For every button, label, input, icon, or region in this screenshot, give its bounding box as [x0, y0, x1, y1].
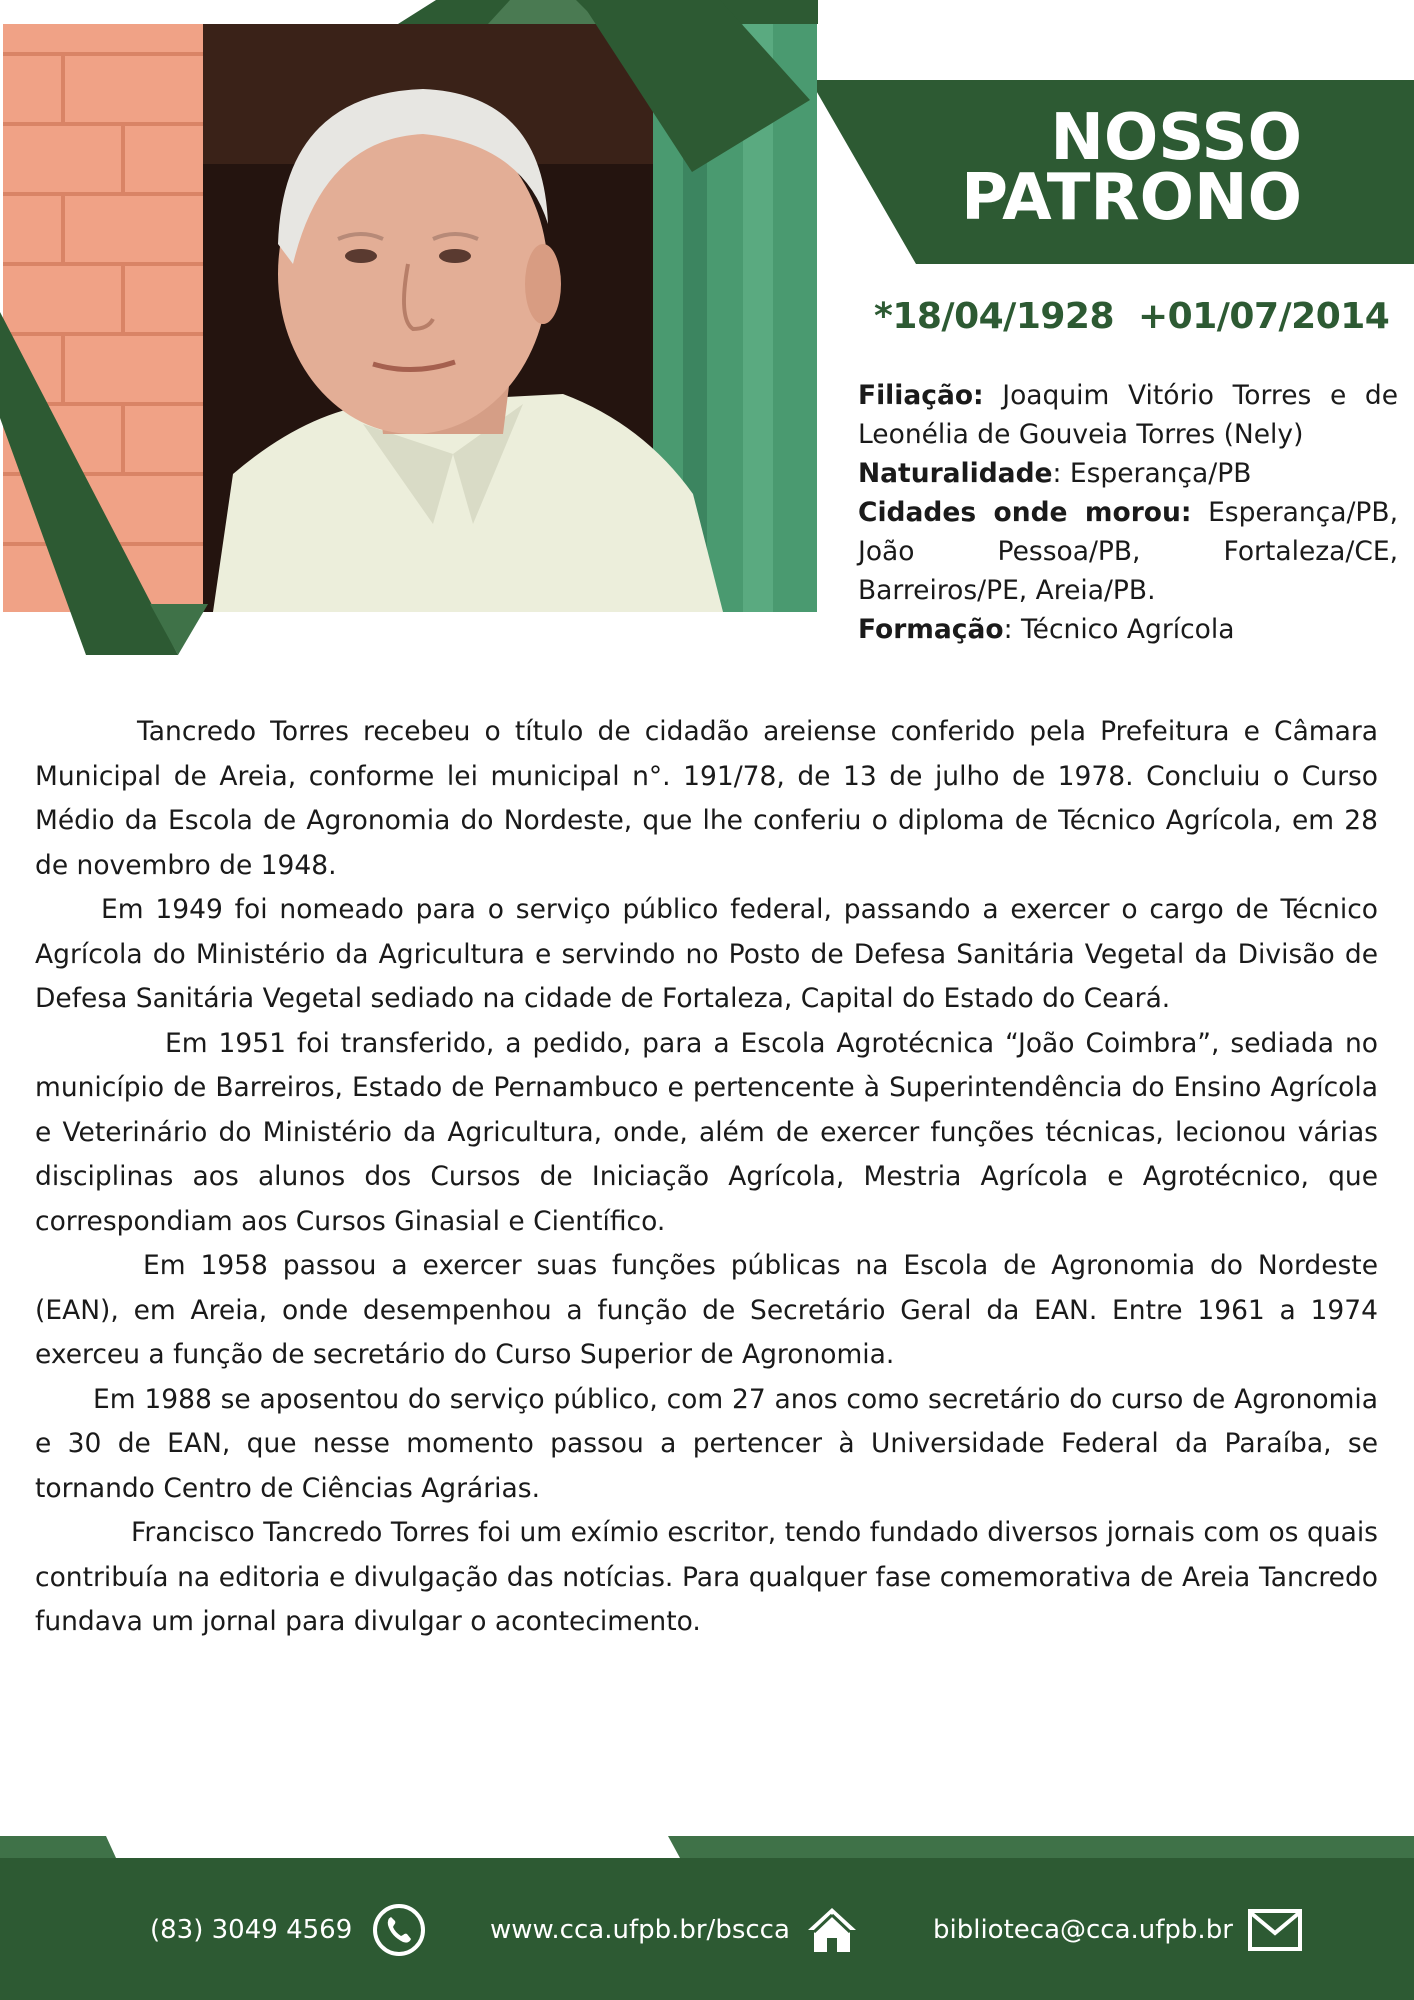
biography-paragraph: Em 1958 passou a exercer suas funções públicas na Escola de Agronomia do Nordeste (EAN), em Areia, onde desempenhou a função de Secretário Geral da EAN. Entre 1961 a 1974 exerceu a função de secretário do Curso Superior de Agronomia.: [35, 1250, 1378, 1370]
cidades-value: Esperança/PB, João Pessoa/PB, Fortaleza/CE, Barreiros/PE, Areia/PB.: [858, 497, 1398, 606]
biography-paragraph: Em 1951 foi transferido, a pedido, para a Escola Agrotécnica “João Coimbra”, sediada no município de Barreiros, Estado de Pernambuco e pertencente à Superintendência do Ensino Agrícola e Veterinário do Ministério da Agricultura, onde, além de exercer funções técnicas, lecionou várias disciplinas aos alunos dos Cursos de Iniciação Agrícola, Mestria Agrícola e Agrotécnico, que correspondiam aos Cursos Ginasial e Científico.: [35, 1027, 1378, 1237]
title-line-2: PATRONO: [961, 161, 1302, 235]
mail-icon: [1247, 1908, 1303, 1952]
phone-text[interactable]: (83) 3049 4569: [150, 1915, 353, 1945]
footer-website[interactable]: [490, 1908, 860, 1952]
website-link[interactable]: www.cca.ufpb.br/bscca: [490, 1915, 790, 1945]
death-date: +01/07/2014: [1138, 296, 1390, 337]
footer-phone[interactable]: [150, 1908, 426, 1952]
footer-accent-left: [0, 1836, 116, 1858]
filiacao-label: Filiação:: [858, 380, 984, 411]
home-icon: [804, 1905, 860, 1955]
footer-accent-right: [668, 1836, 1414, 1858]
filiacao-value: Joaquim Vitório Torres e de Leonélia de Gouveia Torres (Nely): [858, 380, 1398, 450]
email-link[interactable]: biblioteca@cca.ufpb.br: [933, 1915, 1233, 1945]
biography-paragraph: Francisco Tancredo Torres foi um exímio escritor, tendo fundado diversos jornais com os quais contribuía na editoria e divulgação das notícias. Para qualquer fase comemorativa de Areia Tancredo fundava um jornal para divulgar o acontecimento.: [35, 1517, 1378, 1637]
formacao-label: Formação: [858, 614, 1004, 645]
cidades-label: Cidades onde morou:: [858, 497, 1192, 528]
naturalidade-label: Naturalidade: [858, 458, 1053, 489]
biography-paragraph: Tancredo Torres recebeu o título de cidadão areiense conferido pela Prefeitura e Câmara Municipal de Areia, conforme lei municipal n°. 191/78, de 13 de julho de 1978. Concluiu o Curso Médio da Escola de Agronomia do Nordeste, que lhe conferiu o diploma de Técnico Agrícola, em 28 de novembro de 1948.: [35, 716, 1378, 881]
birth-date: *18/04/1928: [874, 296, 1115, 337]
biography-paragraph: Em 1949 foi nomeado para o serviço público federal, passando a exercer o cargo de Técnico Agrícola do Ministério da Agricultura e servindo no Posto de Defesa Sanitária Vegetal da Divisão de Defesa Sanitária Vegetal sediado na cidade de Fortaleza, Capital do Estado do Ceará.: [35, 894, 1378, 1014]
title-line-1: NOSSO: [1050, 101, 1302, 175]
formacao-value: : Técnico Agrícola: [1003, 614, 1235, 645]
phone-icon: [372, 1903, 426, 1957]
naturalidade-value: : Esperança/PB: [1052, 458, 1252, 489]
biography-paragraph: Em 1988 se aposentou do serviço público, com 27 anos como secretário do curso de Agronomia e 30 de EAN, que nesse momento passou a pertencer à Universidade Federal da Paraíba, se tornando Centro de Ciências Agrárias.: [35, 1383, 1378, 1504]
footer-email[interactable]: [933, 1908, 1303, 1952]
